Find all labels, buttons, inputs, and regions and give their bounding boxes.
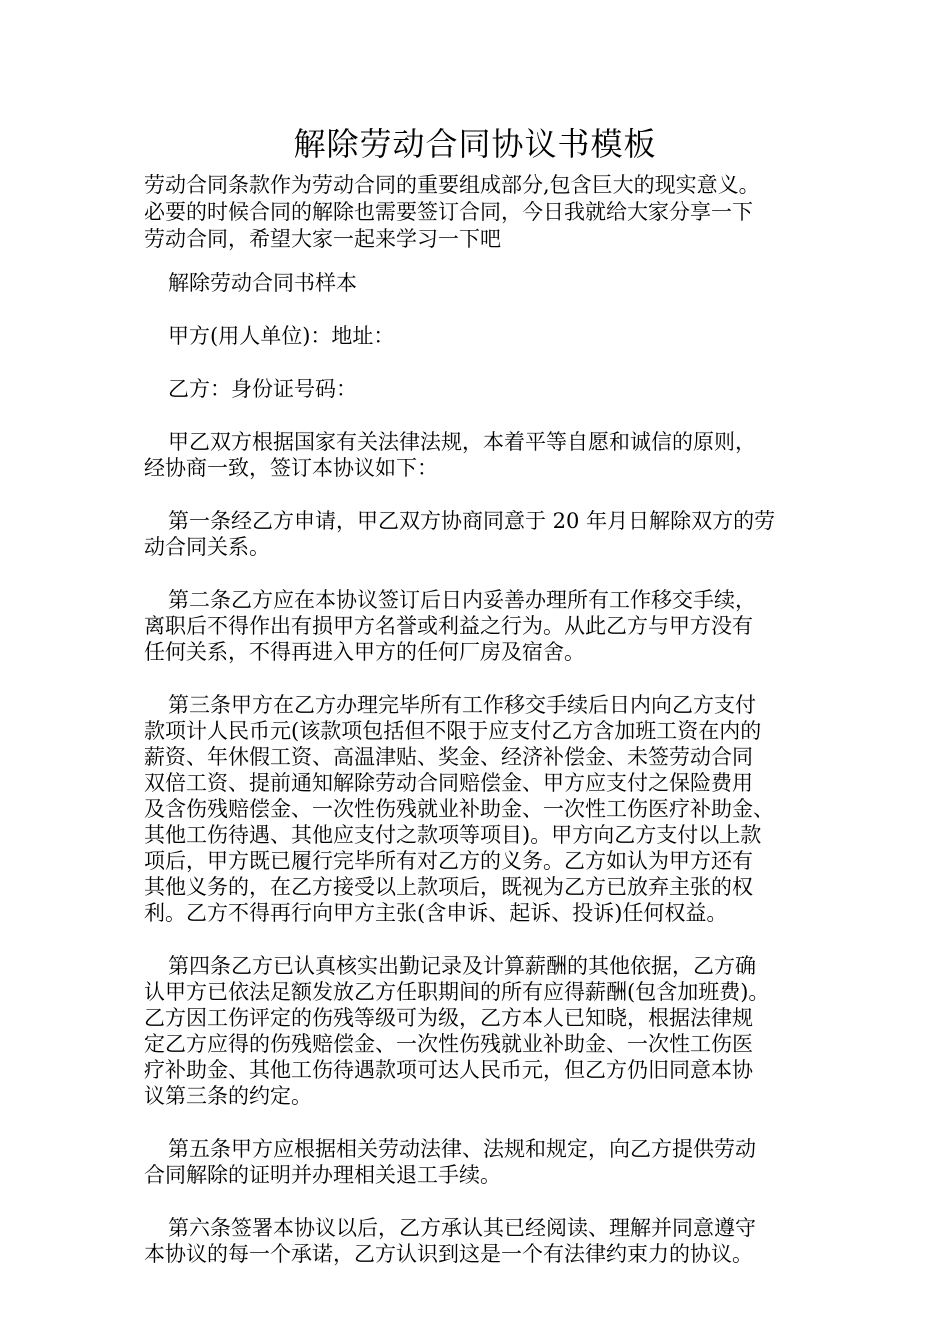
text-line: 及含伤残赔偿金、一次性伤残就业补助金、一次性工伤医疗补助金、 [144,797,774,821]
text-line: 第六条签署本协议以后，乙方承认其已经阅读、理解并同意遵守 [168,1216,756,1240]
text-line: 薪资、年休假工资、高温津贴、奖金、经济补偿金、未签劳动合同 [144,745,753,769]
text-line: 利。乙方不得再行向甲方主张(含申诉、起诉、投诉)任何权益。 [144,901,728,925]
text-line: 离职后不得作出有损甲方名誉或利益之行为。从此乙方与甲方没有 [144,614,753,638]
text-line: 其他义务的，在乙方接受以上款项后，既视为乙方已放弃主张的权 [144,875,753,899]
text-line: 第五条甲方应根据相关劳动法律、法规和规定，向乙方提供劳动 [168,1137,756,1161]
text-line: 任何关系，不得再进入甲方的任何厂房及宿舍。 [144,640,585,664]
paragraph-article-4 [144,953,816,1109]
document-title: 解除劳动合同协议书模板 [293,125,657,163]
text-line: 第二条乙方应在本协议签订后日内妥善办理所有工作移交手续， [168,588,756,612]
paragraph-article-1 [144,508,816,560]
text-line: 甲方(用人单位)：地址： [168,324,395,348]
text-line: 定乙方应得的伤残赔偿金、一次性伤残就业补助金、一次性工伤医 [144,1032,753,1056]
contract-body [144,270,816,1294]
text-line: 其他工伤待遇、其他应支付之款项等项目)。甲方向乙方支付以上款 [144,823,762,847]
text-line: 经协商一致，签订本协议如下： [144,456,438,480]
intro-line: 必要的时候合同的解除也需要签订合同，今日我就给大家分享一下 [144,200,753,224]
intro-paragraph [144,172,844,253]
text-line: 乙方因工伤评定的伤残等级可为级，乙方本人已知晓，根据法律规 [144,1006,753,1030]
text-line: 议第三条的约定。 [144,1084,312,1108]
text-line: 认甲方已依法足额发放乙方任职期间的所有应得薪酬(包含加班费)。 [144,980,770,1004]
text-line: 第一条经乙方申请，甲乙双方协商同意于 20 年月日解除双方的劳 [168,509,776,533]
text-line: 乙方：身份证号码： [168,377,357,401]
paragraph-article-3 [144,692,816,926]
text-line: 项后，甲方既已履行完毕所有对乙方的义务。乙方如认为甲方还有 [144,849,753,873]
text-line: 双倍工资、提前通知解除劳动合同赔偿金、甲方应支付之保险费用 [144,771,753,795]
text-line: 动合同关系。 [144,535,270,559]
text-line: 疗补助金、其他工伤待遇款项可达人民币元，但乙方仍旧同意本协 [144,1058,753,1082]
text-line: 合同解除的证明并办理相关退工手续。 [144,1163,501,1187]
text-line: 甲乙双方根据国家有关法律法规，本着平等自愿和诚信的原则， [168,430,756,454]
text-line: 第三条甲方在乙方办理完毕所有工作移交手续后日内向乙方支付 [168,693,756,717]
paragraph-article-2 [144,587,816,665]
text-line: 第四条乙方已认真核实出勤记录及计算薪酬的其他依据，乙方确 [168,954,756,978]
paragraph-preamble [144,429,816,481]
paragraph-article-6 [144,1215,816,1267]
paragraph-party-a [144,323,816,349]
text-line: 款项计人民币元(该款项包括但不限于应支付乙方含加班工资在内的 [144,719,762,743]
paragraph-party-b [144,376,816,402]
paragraph-sample-heading [144,270,816,296]
paragraph-article-5 [144,1136,816,1188]
text-line: 解除劳动合同书样本 [168,271,357,295]
intro-line: 劳动合同条款作为劳动合同的重要组成部分,包含巨大的现实意义。 [144,173,760,197]
text-line: 本协议的每一个承诺，乙方认识到这是一个有法律约束力的协议。 [144,1242,753,1266]
intro-line: 劳动合同，希望大家一起来学习一下吧 [144,227,501,251]
